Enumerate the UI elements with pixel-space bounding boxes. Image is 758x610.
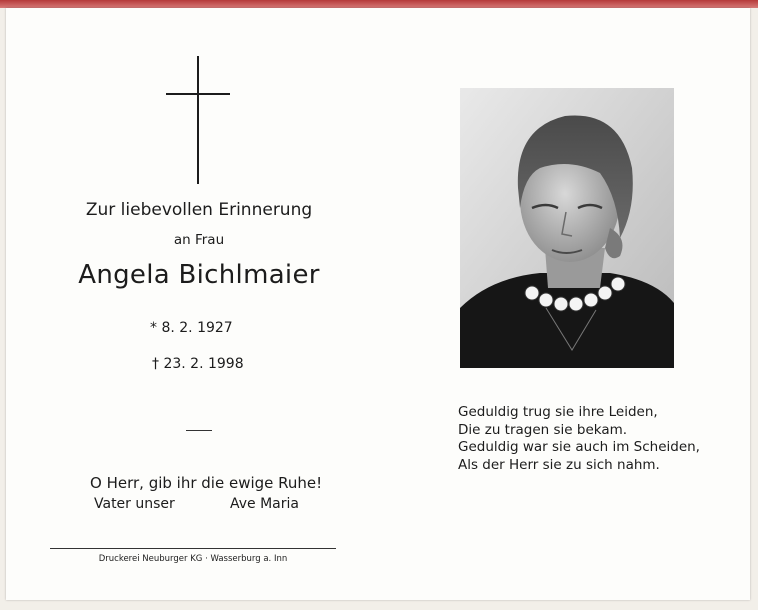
top-edge-band — [0, 0, 758, 8]
cross-icon — [166, 56, 232, 184]
prayer-line: O Herr, gib ihr die ewige Ruhe! — [90, 474, 323, 492]
verse-line: Als der Herr sie zu sich nahm. — [458, 456, 660, 473]
birth-date: * 8. 2. 1927 — [150, 320, 233, 336]
memorial-card — [6, 8, 750, 600]
prayer-ave-maria: Ave Maria — [230, 496, 299, 512]
verse-line: Geduldig war sie auch im Scheiden, — [458, 439, 700, 455]
card-heading: Zur liebevollen Erinnerung — [85, 200, 313, 220]
deceased-name: Angela Bichlmaier — [78, 260, 320, 290]
short-divider — [186, 430, 212, 431]
portrait-photo — [460, 88, 674, 368]
memorial-verse — [458, 404, 700, 474]
printer-imprint: Druckerei Neuburger KG · Wasserburg a. Inn — [98, 554, 288, 564]
printer-rule — [50, 548, 336, 549]
salutation: an Frau — [173, 232, 225, 248]
verse-line: Die zu tragen sie bekam. — [458, 421, 628, 438]
verse-line: Geduldig trug sie ihre Leiden, — [458, 404, 658, 420]
prayer-vater-unser: Vater unser — [94, 496, 175, 512]
death-date: † 23. 2. 1998 — [152, 356, 244, 372]
